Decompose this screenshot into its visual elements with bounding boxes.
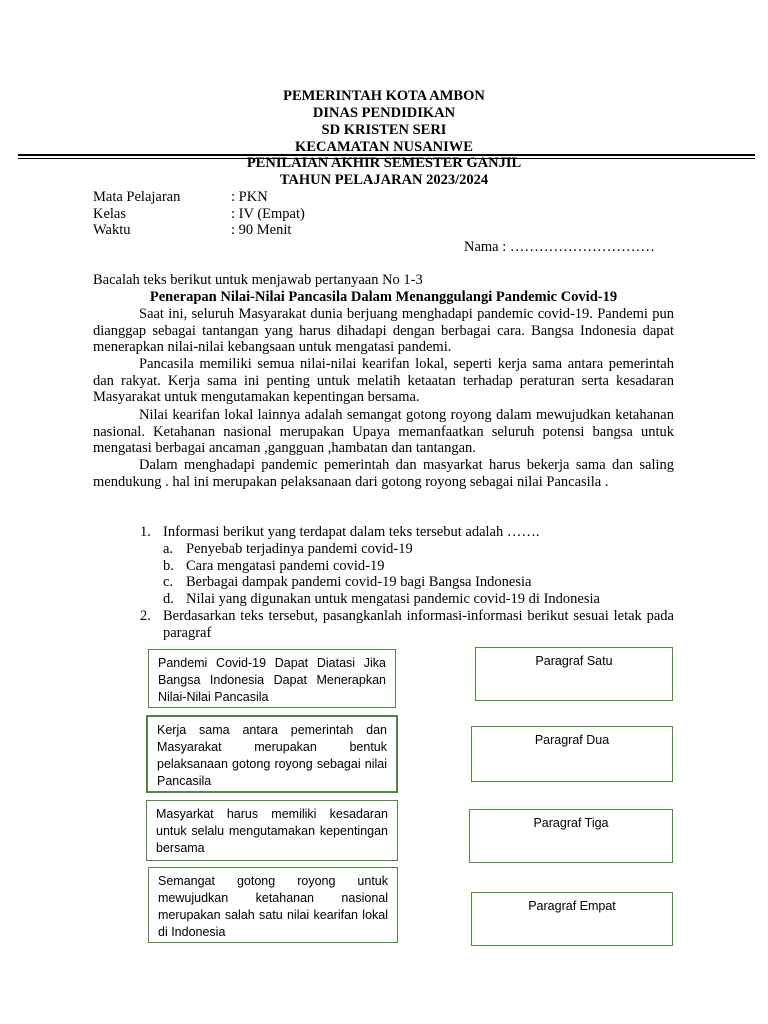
option-c-letter: c. <box>163 574 174 590</box>
question-2-number: 2. <box>140 608 151 624</box>
option-d-text[interactable]: Nilai yang digunakan untuk mengatasi pandemic covid-19 di Indonesia <box>186 591 600 607</box>
header-department: DINAS PENDIDIKAN <box>312 105 456 121</box>
header-government: PEMERINTAH KOTA AMBON <box>283 88 485 104</box>
question-2-text: Berdasarkan teks tersebut, pasangkanlah informasi-informasi berikut sesuai letak pada paragraf <box>163 608 674 641</box>
option-c-text[interactable]: Berbagai dampak pandemi covid-19 bagi Bangsa Indonesia <box>186 574 532 590</box>
subject-label: Mata Pelajaran <box>93 189 181 205</box>
class-value: : IV (Empat) <box>231 206 305 222</box>
time-label: Waktu <box>93 222 131 238</box>
option-a-letter: a. <box>163 541 174 557</box>
paragraph-box-1[interactable]: Paragraf Satu <box>475 647 673 701</box>
paragraph-box-4[interactable]: Paragraf Empat <box>471 892 673 946</box>
header-district: KECAMATAN NUSANIWE <box>295 139 473 155</box>
option-a-text[interactable]: Penyebab terjadinya pandemi covid-19 <box>186 541 413 557</box>
reading-paragraph-3: Nilai kearifan lokal lainnya adalah semangat gotong royong dalam mewujudkan ketahanan nasional. Ketahanan nasional merupakan Upaya memanfaatkan seluruh potensi bangsa untuk mengatasi berbagai ancaman ,gangguan ,hambatan dan tantangan. <box>93 407 674 457</box>
time-value: : 90 Menit <box>231 222 292 238</box>
question-1-text: Informasi berikut yang terdapat dalam teks tersebut adalah ……. <box>163 524 540 540</box>
paragraph-box-2[interactable]: Paragraf Dua <box>471 726 673 782</box>
question-1-number: 1. <box>140 524 151 540</box>
student-name-field[interactable]: Nama : ………………………… <box>464 239 655 255</box>
reading-paragraph-4: Dalam menghadapi pandemic pemerintah dan masyarkat harus bekerja sama dan saling mendukung . hal ini merupakan pelaksanaan dari gotong royong sebagai nilai Pancasila . <box>93 457 674 490</box>
option-b-text[interactable]: Cara mengatasi pandemi covid-19 <box>186 558 385 574</box>
reading-title: Penerapan Nilai-Nilai Pancasila Dalam Menanggulangi Pandemic Covid-19 <box>149 289 618 305</box>
header-school: SD KRISTEN SERI <box>321 122 447 138</box>
reading-paragraph-2: Pancasila memiliki semua nilai-nilai kearifan lokal, seperti kerja sama antara pemerintah dan rakyat. Kerja sama ini penting untuk melatih ketaatan terhadap peraturan serta kesadaran Masyarakat untuk mengutamakan kepentingan bersama. <box>93 356 674 406</box>
statement-box-2[interactable]: Kerja sama antara pemerintah dan Masyarakat merupakan bentuk pelaksanaan gotong royong sebagai nilai Pancasila <box>146 715 398 793</box>
subject-value: : PKN <box>231 189 268 205</box>
statement-box-1[interactable]: Pandemi Covid-19 Dapat Diatasi Jika Bangsa Indonesia Dapat Menerapkan Nilai-Nilai Pancasila <box>148 649 396 708</box>
statement-box-4[interactable]: Semangat gotong royong untuk mewujudkan ketahanan nasional merupakan salah satu nilai kearifan lokal di Indonesia <box>148 867 398 943</box>
reading-instruction: Bacalah teks berikut untuk menjawab pertanyaan No 1-3 <box>93 272 423 288</box>
reading-paragraph-1: Saat ini, seluruh Masyarakat dunia berjuang menghadapi pandemic covid-19. Pandemi pun dianggap sebagai tantangan yang harus dihadapi dengan berbagai cara. Bangsa Indonesia dapat menerapkan nilai-nilai kebangsaan untuk mengatasi pandemi. <box>93 306 674 356</box>
option-d-letter: d. <box>163 591 174 607</box>
exam-title: PENILAIAN AKHIR SEMESTER GANJIL <box>246 155 522 171</box>
paragraph-box-3[interactable]: Paragraf Tiga <box>469 809 673 863</box>
class-label: Kelas <box>93 206 127 222</box>
statement-box-3[interactable]: Masyarkat harus memiliki kesadaran untuk selalu mengutamakan kepentingan bersama <box>146 800 398 861</box>
option-b-letter: b. <box>163 558 174 574</box>
academic-year: TAHUN PELAJARAN 2023/2024 <box>279 172 489 188</box>
